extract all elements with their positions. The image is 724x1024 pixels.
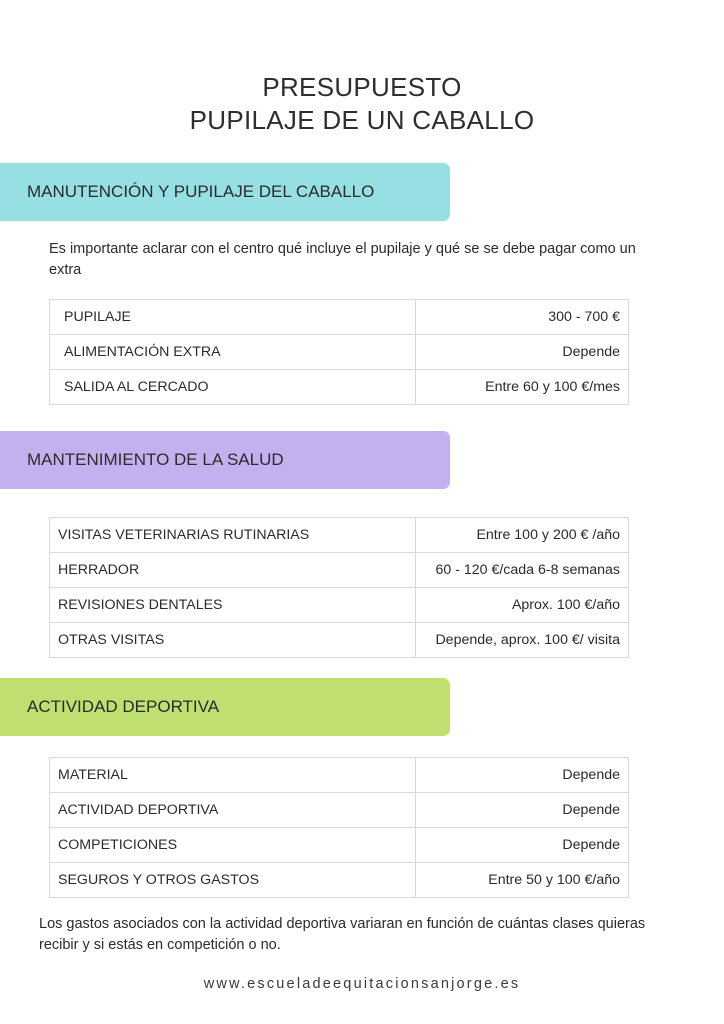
cost-item: SEGUROS Y OTROS GASTOS — [50, 863, 416, 898]
cost-item: COMPETICIONES — [50, 828, 416, 863]
section-note: Los gastos asociados con la actividad deportiva variaran en función de cuántas clases quieras recibir y si estás en competición o no. — [39, 916, 646, 953]
website-url[interactable]: www.escueladeequitacionsanjorge.es — [203, 976, 521, 992]
table-row — [50, 793, 629, 828]
cost-item: ALIMENTACIÓN EXTRA — [50, 335, 416, 370]
cost-value: 60 - 120 €/cada 6-8 semanas — [416, 553, 629, 588]
cost-table-salud — [49, 517, 629, 658]
cost-value: Entre 100 y 200 € /año — [416, 518, 629, 553]
table-row — [50, 588, 629, 623]
cost-item: MATERIAL — [50, 758, 416, 793]
cost-item: OTRAS VISITAS — [50, 623, 416, 658]
table-row — [50, 335, 629, 370]
table-row — [50, 300, 629, 335]
section-heading-salud: MANTENIMIENTO DE LA SALUD — [0, 431, 450, 489]
cost-value: Entre 60 y 100 €/mes — [416, 370, 629, 405]
cost-value: Depende — [416, 828, 629, 863]
cost-item: VISITAS VETERINARIAS RUTINARIAS — [50, 518, 416, 553]
table-row — [50, 518, 629, 553]
cost-table-manutencion — [49, 299, 629, 405]
table-row — [50, 828, 629, 863]
cost-table-actividad — [49, 757, 629, 898]
cost-item: ACTIVIDAD DEPORTIVA — [50, 793, 416, 828]
table-row — [50, 863, 629, 898]
cost-item: SALIDA AL CERCADO — [50, 370, 416, 405]
cost-value: Depende — [416, 758, 629, 793]
cost-value: 300 - 700 € — [416, 300, 629, 335]
section-intro: Es importante aclarar con el centro qué incluye el pupilaje y qué se se debe pagar como un extra — [49, 241, 636, 278]
table-row — [50, 370, 629, 405]
table-row — [50, 553, 629, 588]
cost-value: Depende, aprox. 100 €/ visita — [416, 623, 629, 658]
cost-item: PUPILAJE — [50, 300, 416, 335]
section-heading-manutencion: MANUTENCIÓN Y PUPILAJE DEL CABALLO — [0, 163, 450, 221]
page-title: PRESUPUESTO — [262, 72, 462, 102]
table-row — [50, 623, 629, 658]
cost-value: Depende — [416, 335, 629, 370]
table-row — [50, 758, 629, 793]
cost-value: Depende — [416, 793, 629, 828]
cost-value: Entre 50 y 100 €/año — [416, 863, 629, 898]
cost-value: Aprox. 100 €/año — [416, 588, 629, 623]
page-subtitle: PUPILAJE DE UN CABALLO — [189, 105, 535, 135]
cost-item: HERRADOR — [50, 553, 416, 588]
cost-item: REVISIONES DENTALES — [50, 588, 416, 623]
section-heading-actividad: ACTIVIDAD DEPORTIVA — [0, 678, 450, 736]
